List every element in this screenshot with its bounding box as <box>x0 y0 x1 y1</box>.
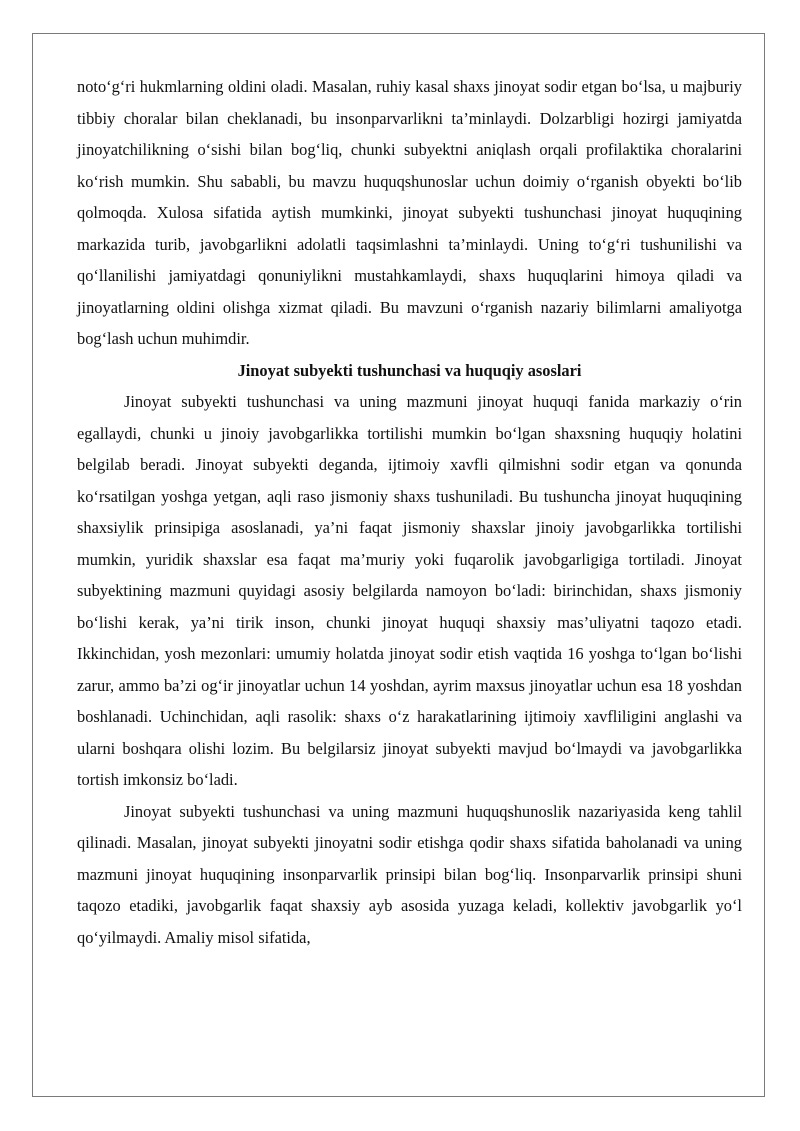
paragraph-continuation: noto‘g‘ri hukmlarning oldini oladi. Masalan, ruhiy kasal shaxs jinoyat sodir etgan bo‘lsa, u majburiy tibbiy choralar bilan cheklanadi, bu insonparvarlikni ta’minlaydi. Dolzarbligi hozirgi jamiyatda jinoyatchilikning o‘sishi bilan bog‘liq, chunki subyektni aniqlash orqali profilaktika choralarini ko‘rish mumkin. Shu sababli, bu mavzu huquqshunoslar uchun doimiy o‘rganish obyekti bo‘lib qolmoqda. Xulosa sifatida aytish mumkinki, jinoyat subyekti tushunchasi jinoyat huquqining markazida turib, javobgarlikni adolatli taqsimlashni ta’minlaydi. Uning to‘g‘ri tushunilishi va qo‘llanilishi jamiyatdagi qonuniylikni mustahkamlaydi, shaxs huquqlarini himoya qiladi va jinoyatlarning oldini olishga xizmat qiladi. Bu mavzuni o‘rganish nazariy bilimlarni amaliyotga bog‘lash uchun muhimdir. <box>77 77 742 348</box>
paragraph-subject-theory: Jinoyat subyekti tushunchasi va uning mazmuni huquqshunoslik nazariyasida keng tahlil qilinadi. Masalan, jinoyat subyekti jinoyatni sodir etishga qodir shaxs sifatida baholanadi va uning mazmuni jinoyat huquqining insonparvarlik prinsipi bilan bog‘liq. Insonparvarlik prinsipi shuni taqozo etadiki, javobgarlik faqat shaxsiy ayb asosida yuzaga keladi, kollektiv javobgarlik yo‘l qo‘yilmaydi. Amaliy misol sifatida, <box>77 801 742 947</box>
section-heading: Jinoyat subyekti tushunchasi va huquqiy asoslari <box>237 360 582 380</box>
document-body <box>77 71 742 953</box>
paragraph-subject-definition: Jinoyat subyekti tushunchasi va uning mazmuni jinoyat huquqi fanida markaziy o‘rin egallaydi, chunki u jinoiy javobgarlikka tortilishi mumkin bo‘lgan shaxsning huquqiy holatini belgilab beradi. Jinoyat subyekti deganda, ijtimoiy xavfli qilmishni sodir etgan va qonunda ko‘rsatilgan yoshga yetgan, aqli raso jismoniy shaxs tushuniladi. Bu tushuncha jinoyat huquqining shaxsiylik prinsipiga asoslanadi, ya’ni faqat jismoniy shaxslar jinoiy javobgarlikka tortilishi mumkin, yuridik shaxslar esa faqat ma’muriy yoki fuqarolik javobgarligiga tortiladi. Jinoyat subyektining mazmuni quyidagi asosiy belgilarda namoyon bo‘ladi: birinchidan, shaxs jismoniy bo‘lishi kerak, ya’ni tirik inson, chunki jinoyat huquqi shaxsiy mas’uliyatni taqozo etadi. Ikkinchidan, yosh mezonlari: umumiy holatda jinoyat sodir etish vaqtida 16 yoshga to‘lgan bo‘lishi zarur, ammo ba’zi og‘ir jinoyatlar uchun 14 yoshdan, ayrim maxsus jinoyatlar uchun esa 18 yoshdan boshlanadi. Uchinchidan, aqli rasolik: shaxs o‘z harakatlarining ijtimoiy xavfliligini anglashi va ularni boshqara olishi lozim. Bu belgilarsiz jinoyat subyekti mavjud bo‘lmaydi va javobgarlikka tortish imkonsiz bo‘ladi. <box>77 392 742 789</box>
